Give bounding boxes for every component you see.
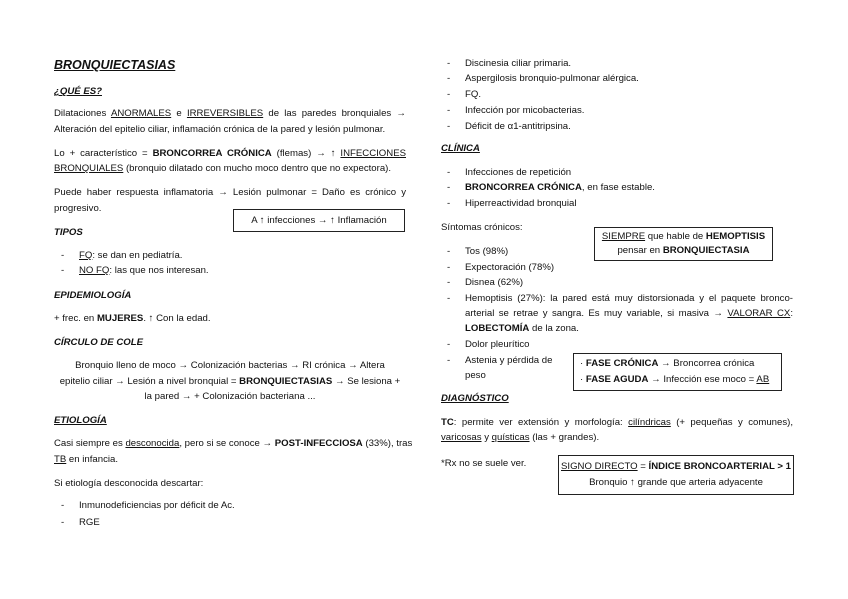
inflammation-box-text: A ↑ infecciones → ↑ Inflamación (251, 215, 387, 226)
que-es-line-1: Dilataciones ANORMALES e IRREVERSIBLES de las paredes bronquiales → (54, 108, 406, 119)
bullet-dash: - (447, 198, 451, 209)
bullet-dash: - (61, 500, 65, 511)
que-es-line-3: Lo + característico = BRONCORREA CRÓNICA (flemas) → ↑ INFECCIONES (54, 148, 406, 159)
que-es-line-4: BRONQUIALES (bronquio dilatado con mucho moco dentro que no expectora). (54, 163, 392, 174)
tipos-item-no-fq: NO FQ: las que nos interesan. (79, 265, 209, 276)
bullet-dash: - (447, 246, 451, 257)
etiologia-item: Inmunodeficiencias por déficit de Ac. (79, 500, 235, 511)
tc-line-2: varicosas y quísticas (las + grandes). (441, 432, 600, 443)
heading-circulo-cole: CÍRCULO DE COLE (54, 337, 144, 348)
heading-epidemiologia: EPIDEMIOLOGÍA (54, 290, 132, 301)
etiologia-line-1: Casi siempre es desconocida, pero si se conoce → POST-INFECCIOSA (33%), tras (54, 438, 413, 449)
bullet-dash: - (61, 265, 65, 276)
fase-box (573, 353, 782, 391)
que-es-line-5: Puede haber respuesta inflamatoria → Lesión pulmonar = Daño es crónico y (54, 187, 406, 198)
document-title: BRONQUIECTASIAS (54, 58, 176, 72)
sintoma-hemoptisis-line-1: Hemoptisis (27%): la pared está muy distorsionada y el paquete bronco- (465, 293, 793, 304)
bullet-dash: - (447, 182, 451, 193)
clinica-item: BRONCORREA CRÓNICA, en fase estable. (465, 182, 655, 193)
fase-cronica-line: · FASE CRÓNICA → Broncorrea crónica (580, 358, 755, 369)
epidemiologia-line: + frec. en MUJERES. ↑ Con la edad. (54, 313, 211, 324)
hemoptisis-box-line-2: pensar en BRONQUIECTASIA (617, 245, 750, 256)
etiologia-item: RGE (79, 517, 100, 528)
bullet-dash: - (447, 89, 451, 100)
signo-box (558, 455, 794, 495)
bullet-dash: - (447, 293, 451, 304)
bullet-dash: - (447, 277, 451, 288)
etiologia-item: Aspergilosis bronquio-pulmonar alérgica. (465, 73, 639, 84)
hemoptisis-box (594, 227, 773, 261)
bullet-dash: - (447, 58, 451, 69)
bullet-dash: - (447, 355, 451, 366)
hemoptisis-box-line-1: SIEMPRE que hable de HEMOPTISIS (601, 231, 766, 242)
etiologia-line-3: Si etiología desconocida descartar: (54, 478, 204, 489)
tipos-item-fq: FQ: se dan en pediatría. (79, 250, 183, 261)
bullet-dash: - (447, 262, 451, 273)
etiologia-item: FQ. (465, 89, 481, 100)
circulo-line-3: la pared → + Colonización bacteriana ... (144, 391, 316, 402)
heading-que-es: ¿QUÉ ES? (54, 86, 102, 97)
bullet-dash: - (61, 250, 65, 261)
etiologia-line-2: TB en infancia. (54, 454, 119, 465)
bullet-dash: - (447, 339, 451, 350)
bullet-dash: - (447, 105, 451, 116)
que-es-line-6: progresivo. (54, 203, 102, 214)
fase-aguda-line: · FASE AGUDA → Infección ese moco = AB (580, 374, 770, 385)
sintoma-dolor: Dolor pleurítico (465, 339, 530, 350)
etiologia-item: Infección por micobacterias. (465, 105, 585, 116)
bullet-dash: - (447, 73, 451, 84)
etiologia-item: Déficit de α1-antitripsina. (465, 121, 571, 132)
sintoma-hemoptisis-line-2: arterial se retrae y sangra. Es muy variable, si masiva → VALORAR CX: (465, 308, 793, 319)
heading-diagnostico: DIAGNÓSTICO (441, 393, 509, 404)
rx-note: *Rx no se suele ver. (441, 458, 527, 469)
sintoma-expectoracion: Expectoración (78%) (465, 262, 555, 273)
sintoma-disnea: Disnea (62%) (465, 277, 524, 288)
signo-box-line-1: SIGNO DIRECTO = ÍNDICE BRONCOARTERIAL > 1 (561, 461, 791, 472)
sintoma-astenia-line-1: Astenia y pérdida de (465, 355, 553, 366)
etiologia-item: Discinesia ciliar primaria. (465, 58, 572, 69)
heading-etiologia: ETIOLOGÍA (54, 415, 107, 426)
clinica-item: Hiperreactividad bronquial (465, 198, 577, 209)
sintomas-label: Síntomas crónicos: (441, 222, 523, 233)
que-es-line-2: Alteración del epitelio ciliar, inflamación crónica de la pared y lesión pulmonar. (54, 124, 386, 135)
tc-line-1: TC: permite ver extensión y morfología: cilíndricas (+ pequeñas y comunes), (441, 417, 793, 428)
circulo-line-2: epitelio ciliar → Lesión a nivel bronquial = BRONQUIECTASIAS → Se lesiona + (59, 376, 401, 387)
bullet-dash: - (447, 121, 451, 132)
inflammation-box (233, 209, 405, 232)
clinica-item: Infecciones de repetición (465, 167, 572, 178)
sintoma-tos: Tos (98%) (465, 246, 509, 257)
sintoma-astenia-line-2: peso (465, 370, 486, 381)
bullet-dash: - (61, 517, 65, 528)
heading-tipos: TIPOS (54, 227, 83, 238)
sintoma-hemoptisis-line-3: LOBECTOMÍA de la zona. (465, 323, 579, 334)
signo-box-line-2: Bronquio ↑ grande que arteria adyacente (589, 477, 763, 488)
heading-clinica: CLÍNICA (441, 143, 480, 154)
bullet-dash: - (447, 167, 451, 178)
circulo-line-1: Bronquio lleno de moco → Colonización bacterias → RI crónica → Altera (75, 360, 385, 371)
